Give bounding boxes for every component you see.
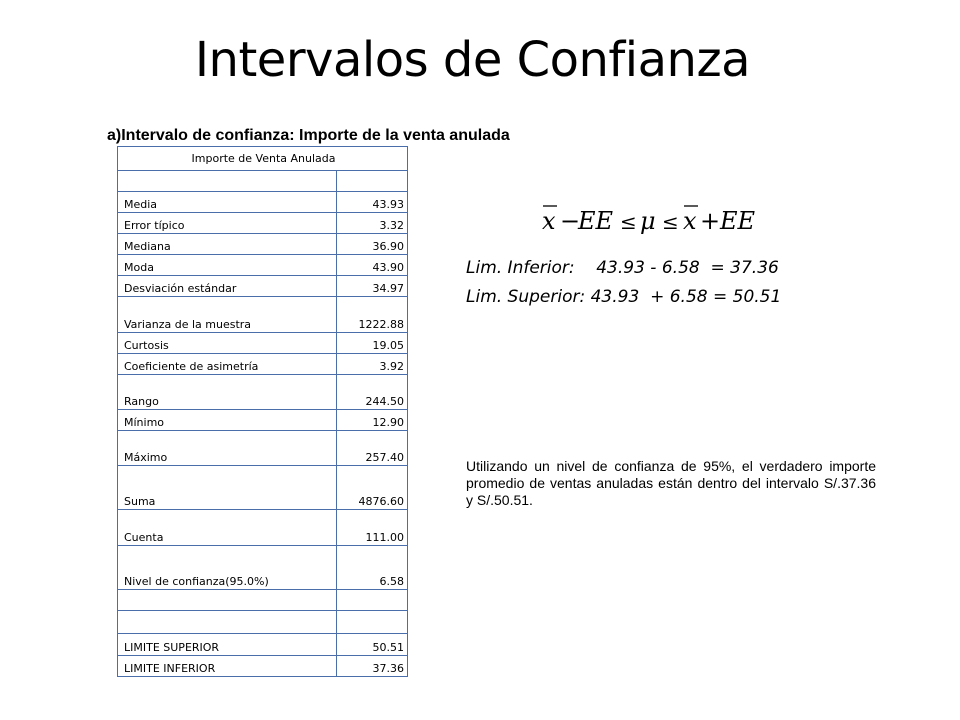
formula-plus: + — [700, 207, 721, 235]
stat-label: LIMITE INFERIOR — [118, 656, 337, 677]
stat-label — [118, 171, 337, 192]
stat-value — [337, 171, 408, 192]
table-header-row — [118, 147, 408, 171]
stat-label: Moda — [118, 255, 337, 276]
formula-x-left: x — [542, 207, 556, 235]
table-row — [118, 634, 408, 656]
table-row — [118, 333, 408, 354]
table-row — [118, 213, 408, 234]
confidence-interval-formula — [540, 198, 780, 246]
stat-value: 37.36 — [337, 656, 408, 677]
formula-le-1: ≤ — [620, 210, 637, 234]
table-row — [118, 171, 408, 192]
table-row — [118, 255, 408, 276]
stat-label: Cuenta — [118, 510, 337, 546]
formula-minus: − — [560, 207, 581, 235]
table-row — [118, 510, 408, 546]
table-row — [118, 466, 408, 510]
table-row — [118, 276, 408, 297]
table-row — [118, 192, 408, 213]
table-header: Importe de Venta Anulada — [118, 147, 408, 171]
stat-value — [337, 611, 408, 634]
stat-label: Suma — [118, 466, 337, 510]
stat-label: Nivel de confianza(95.0%) — [118, 546, 337, 590]
table-row — [118, 375, 408, 410]
lower-limit-line: Lim. Inferior: 43.93 - 6.58 = 37.36 — [466, 258, 779, 278]
table-row — [118, 546, 408, 590]
stat-label: Error típico — [118, 213, 337, 234]
table-row — [118, 656, 408, 677]
descriptive-stats-table — [117, 146, 408, 677]
table-row — [118, 611, 408, 634]
stat-value: 3.32 — [337, 213, 408, 234]
table-row — [118, 354, 408, 375]
stat-value: 50.51 — [337, 634, 408, 656]
stat-value: 257.40 — [337, 431, 408, 466]
upper-limit-line: Lim. Superior: 43.93 + 6.58 = 50.51 — [466, 287, 782, 307]
formula-ee-left: EE — [578, 207, 614, 235]
formula-ee-right: EE — [720, 207, 756, 235]
stat-label: Mediana — [118, 234, 337, 255]
stat-label: Desviación estándar — [118, 276, 337, 297]
stat-value: 34.97 — [337, 276, 408, 297]
stat-value: 12.90 — [337, 410, 408, 431]
stat-label: Mínimo — [118, 410, 337, 431]
formula-x-right: x — [683, 207, 697, 235]
formula-le-2: ≤ — [662, 210, 679, 234]
stat-value: 4876.60 — [337, 466, 408, 510]
stat-value: 6.58 — [337, 546, 408, 590]
section-subtitle: a)Intervalo de confianza: Importe de la venta anulada — [107, 127, 510, 144]
stat-label — [118, 611, 337, 634]
table-row — [118, 431, 408, 466]
stat-label: Media — [118, 192, 337, 213]
stat-value: 3.92 — [337, 354, 408, 375]
stat-label: LIMITE SUPERIOR — [118, 634, 337, 656]
stat-value: 111.00 — [337, 510, 408, 546]
table-row — [118, 234, 408, 255]
table-row — [118, 590, 408, 611]
stat-value: 244.50 — [337, 375, 408, 410]
stat-label: Rango — [118, 375, 337, 410]
table-row — [118, 410, 408, 431]
stat-value: 36.90 — [337, 234, 408, 255]
slide-title: Intervalos de Confianza — [194, 32, 751, 88]
table-row — [118, 297, 408, 333]
stat-label — [118, 590, 337, 611]
stat-label: Coeficiente de asimetría — [118, 354, 337, 375]
formula-mu: μ — [640, 207, 656, 235]
stat-value: 1222.88 — [337, 297, 408, 333]
stat-label: Varianza de la muestra — [118, 297, 337, 333]
stat-label: Máximo — [118, 431, 337, 466]
conclusion-text: Utilizando un nivel de confianza de 95%, el verdadero importe promedio de ventas anuladas están dentro del intervalo S/.37.36 y S/.50.51. — [466, 458, 876, 508]
stat-value: 43.93 — [337, 192, 408, 213]
stat-label: Curtosis — [118, 333, 337, 354]
stat-value: 19.05 — [337, 333, 408, 354]
stat-value — [337, 590, 408, 611]
stat-value: 43.90 — [337, 255, 408, 276]
